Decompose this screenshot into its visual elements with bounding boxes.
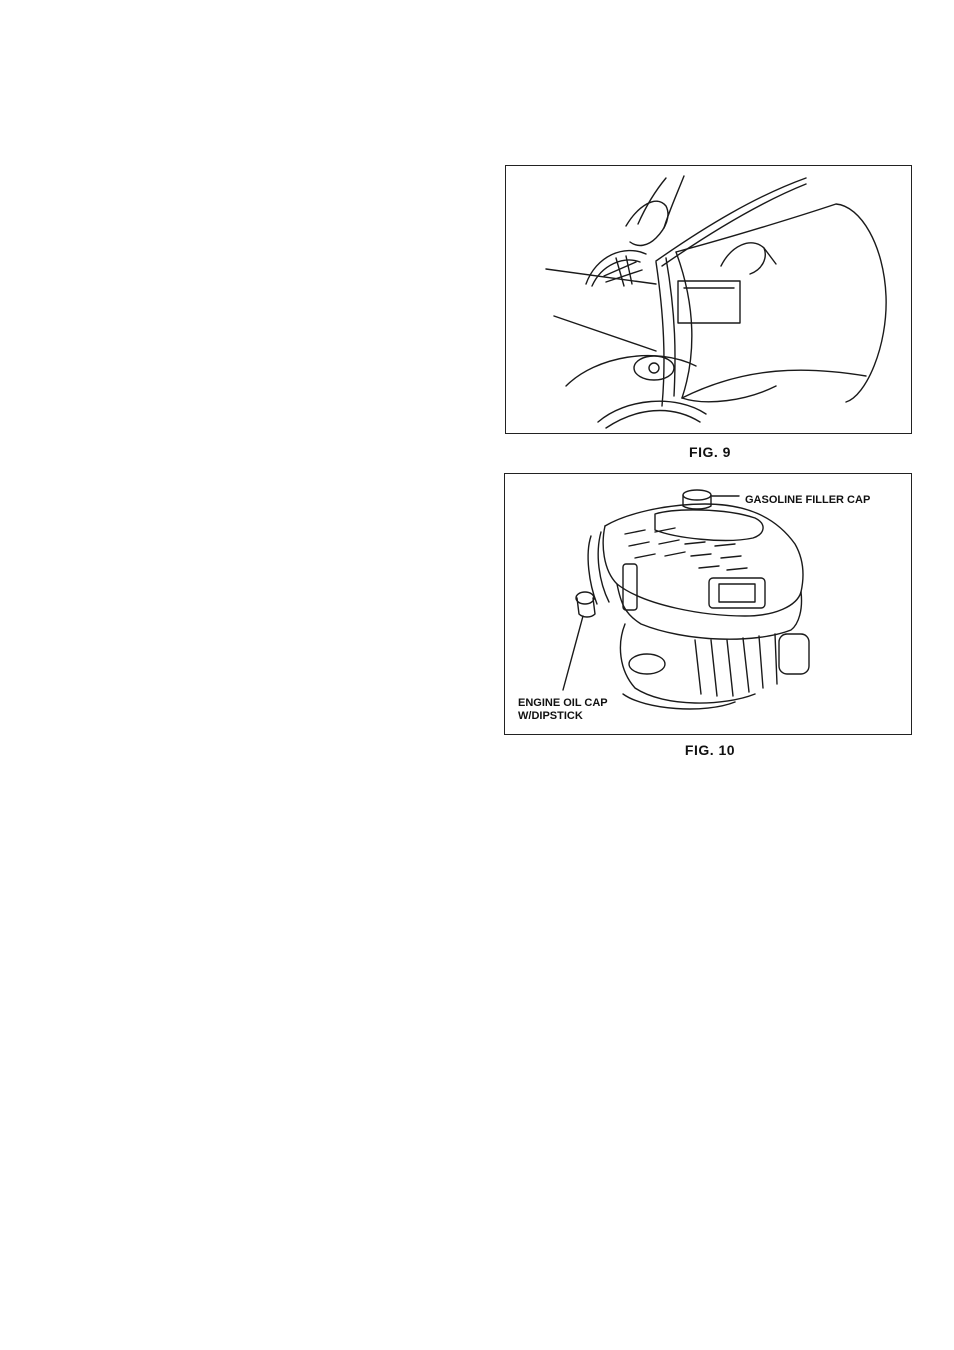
fig10-illustration-frame bbox=[504, 473, 912, 735]
fig9-mower-bag-drawing bbox=[506, 166, 913, 435]
fig9-illustration-frame bbox=[505, 165, 912, 434]
fig9-caption: FIG. 9 bbox=[689, 444, 731, 460]
engine-oil-cap-dipstick-label: W/DIPSTICK bbox=[518, 710, 583, 722]
gasoline-filler-cap-label: GASOLINE FILLER CAP bbox=[745, 494, 871, 506]
fig10-caption: FIG. 10 bbox=[684, 742, 736, 758]
engine-oil-cap-label: ENGINE OIL CAP bbox=[518, 697, 608, 709]
